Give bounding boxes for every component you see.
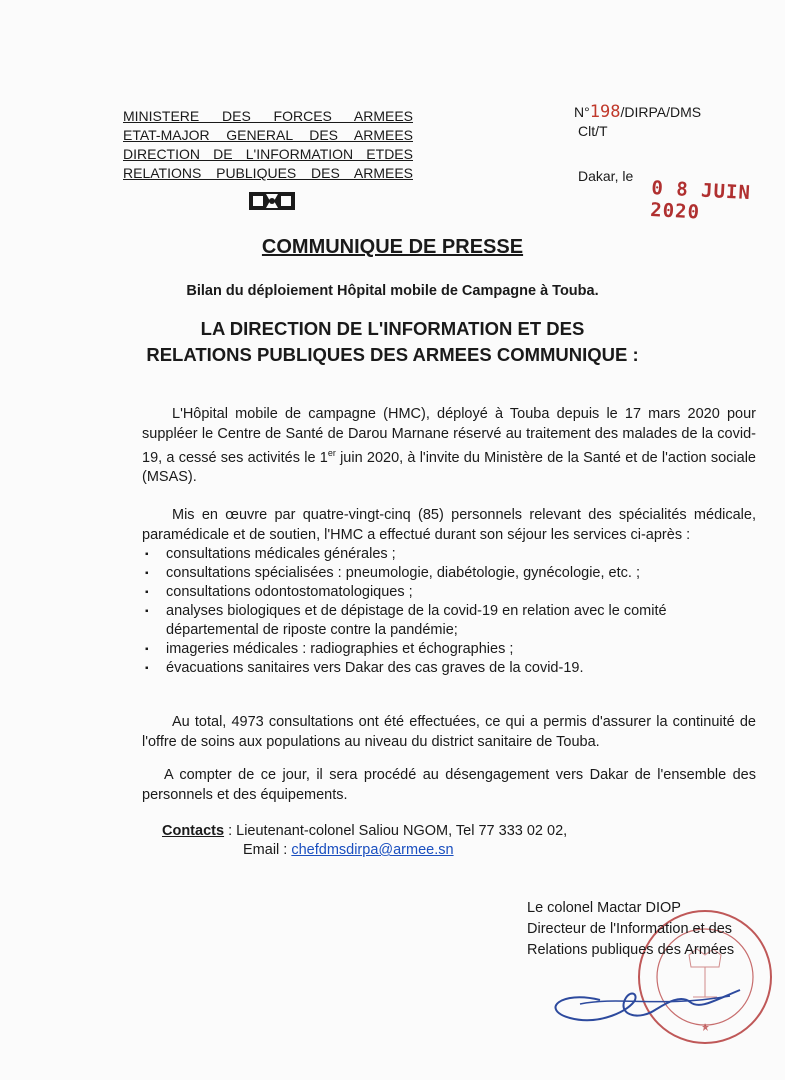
paragraph-2 bbox=[142, 506, 756, 545]
services-list bbox=[142, 545, 756, 678]
paragraph-2-text: Mis en œuvre par quatre-vingt-cinq (85) personnels relevant des spécialités médicale, paramédicale et de soutien, l'HMC a effectué durant son séjour les services ci-après : bbox=[142, 507, 756, 543]
list-item: ▪ évacuations sanitaires vers Dakar des cas graves de la covid-19. bbox=[142, 659, 756, 678]
header-staff: ETAT-MAJOR GENERAL DES ARMEES bbox=[123, 127, 413, 143]
paragraph-4 bbox=[142, 766, 756, 805]
paragraph-3 bbox=[142, 713, 756, 752]
list-item: ▪ imageries médicales : radiographies et échographies ; bbox=[142, 640, 756, 659]
list-item: ▪ consultations médicales générales ; bbox=[142, 545, 756, 564]
header-direction: DIRECTION DE L'INFORMATION ETDES bbox=[123, 146, 413, 162]
paragraph-1 bbox=[142, 405, 756, 488]
heading-line-1: LA DIRECTION DE L'INFORMATION ET DES bbox=[200, 318, 585, 339]
reference-number bbox=[574, 103, 701, 121]
ref-prefix: N° bbox=[574, 104, 590, 120]
paragraph-4-text: A compter de ce jour, il sera procédé au désengagement vers Dakar de l'ensemble des personnels et des équipements. bbox=[142, 767, 756, 803]
contacts-separator: : bbox=[224, 823, 237, 839]
page-title: COMMUNIQUE DE PRESSE bbox=[261, 236, 524, 258]
signatory-name: Le colonel Mactar DIOP bbox=[527, 900, 681, 916]
signatory-title-2: Relations publiques des Armées bbox=[527, 942, 735, 958]
contacts-label: Contacts bbox=[162, 823, 225, 839]
header-relations: RELATIONS PUBLIQUES DES ARMEES bbox=[123, 165, 413, 181]
ref-suffix: /DIRPA/DMS bbox=[620, 104, 702, 120]
paragraph-1-sup: er bbox=[327, 448, 336, 458]
signatory-title-1: Directeur de l'Information et des bbox=[527, 921, 733, 937]
paragraph-1-text-a: L'Hôpital mobile de campagne (HMC), déployé à Touba depuis le 17 mars 2020 pour suppléer le Centre de Santé de Darou Marnane réservé au traitement des malades de la covid-19, a cessé ses activités le 1 bbox=[142, 406, 756, 466]
date-stamp: 0 8 JUIN 2020 bbox=[649, 177, 752, 224]
emblem-logo bbox=[248, 188, 296, 214]
list-item: ▪ consultations spécialisées : pneumologie, diabétologie, gynécologie, etc. ; bbox=[142, 564, 756, 583]
subtitle: Bilan du déploiement Hôpital mobile de Campagne à Touba. bbox=[186, 283, 599, 299]
email-line bbox=[243, 841, 454, 861]
paragraph-1-text-b: juin 2020, à l'invite du Ministère de la Santé et de l'action sociale (MSAS). bbox=[142, 449, 756, 486]
email-label: Email : bbox=[243, 842, 292, 858]
list-item: ▪ analyses biologiques et de dépistage de la covid-19 en relation avec le comité départemental de riposte contre la pandémie; bbox=[142, 602, 756, 640]
heading-line-2: RELATIONS PUBLIQUES DES ARMEES COMMUNIQUE : bbox=[146, 344, 639, 365]
reference-line-2: Clt/T bbox=[578, 123, 608, 139]
paragraph-3-text: Au total, 4973 consultations ont été effectuées, ce qui a permis d'assurer la continuité de l'offre de soins aux populations au niveau du district sanitaire de Touba. bbox=[142, 714, 756, 750]
contacts-line bbox=[162, 822, 567, 842]
ref-handwritten-number: 198 bbox=[589, 102, 621, 122]
list-item: ▪ consultations odontostomatologiques ; bbox=[142, 583, 756, 602]
email-link[interactable]: chefdmsdirpa@armee.sn bbox=[291, 842, 454, 858]
header-ministry: MINISTERE DES FORCES ARMEES bbox=[123, 108, 413, 124]
contacts-person: Lieutenant-colonel Saliou NGOM, Tel 77 333 02 02, bbox=[236, 823, 568, 839]
handwritten-signature bbox=[540, 960, 760, 1040]
date-prefix: Dakar, le bbox=[578, 168, 634, 184]
